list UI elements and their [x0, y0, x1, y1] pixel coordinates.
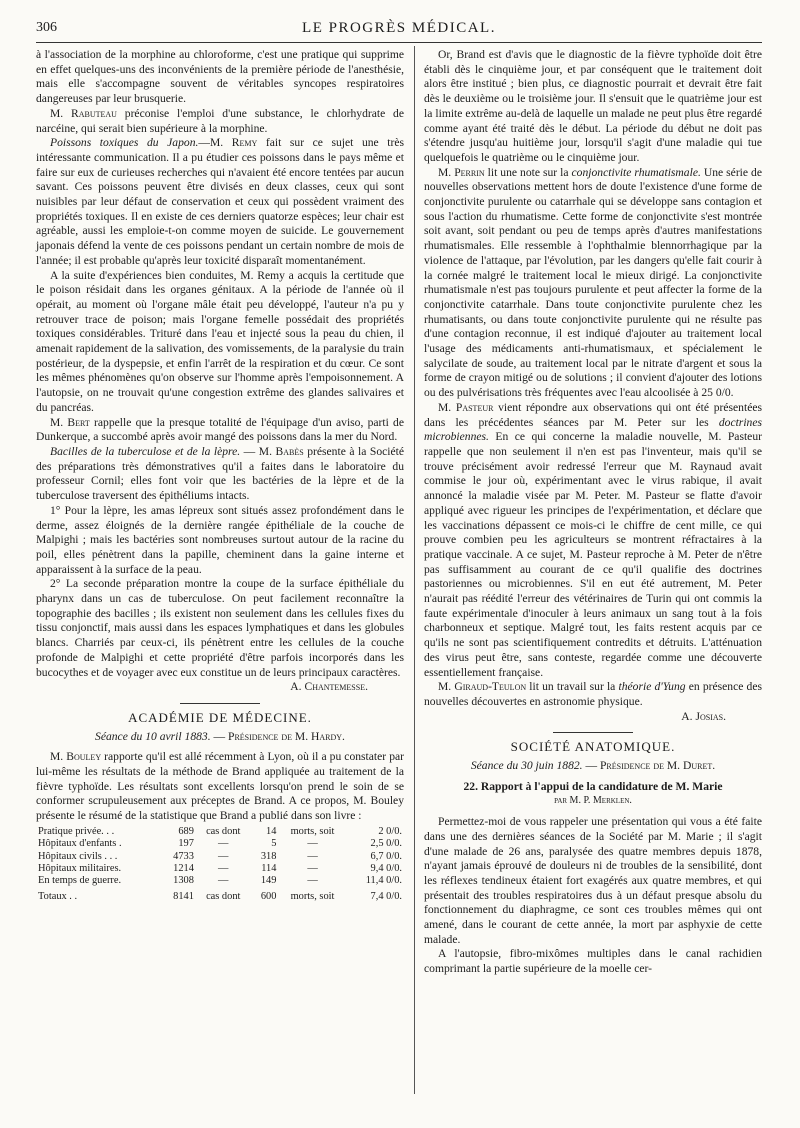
- speaker-name: M. Bouley: [50, 750, 102, 764]
- speaker-name: —M. Remy: [198, 136, 258, 150]
- cell-word2: —: [307, 850, 318, 862]
- right-column: [424, 48, 762, 977]
- paragraph: Or, Brand est d'avis que le diagnostic de la fièvre typhoïde doit être établi dès le cinquième jour, et par conséquent que le traitement doit alors être institué ; bien plus, ce diagnostic pourrait et devrait être fait dès le deuxième ou le troisième jour. Il s'ensuit que le quatrième jour est la limite extrême au-delà de laquelle un malade ne peut plus être regardé comme ayant été traité dès le début. La période du début ne doit pas s'étendre jusqu'au huitième jour, lorsqu'il s'agit d'une maladie qui tue quelquefois le quatrième ou le cinquième jour.: [424, 48, 762, 164]
- paragraph: [424, 166, 762, 401]
- paragraph: 2° La seconde préparation montre la coupe de la surface épithéliale du pharynx dans un cas de tuberculose. On peut facilement reconnaître la topographie des bacilles ; ils existent non seulement dans les cellules fixes du tissu conjonctif, mais aussi dans les espaces lymphatiques et dans les globules blancs. Charriés par ceux-ci, ils pénètrent entre les cellules de la couche profonde de Malpighi et cette propriété d'être parfois incorporés dans les bucocythes et de voyager avec eux constitue un de leurs principaux caractères.: [36, 577, 404, 679]
- cell-word2: —: [307, 863, 318, 875]
- section-heading: ACADÉMIE DE MÉDECINE.: [128, 709, 312, 725]
- paragraph-text: fait sur ce sujet une très intéressante communication. Il a pu étudier ces poissons dans le pays même et faire sur eux de curieuses recherches qui n'avaient été encore tentées par aucun savant. Ces poissons peuvent être divisés en deux classes, ceux qui sont nuisibles par leur défaut de conservation et ceux qui possèdent vraiment des propriétés toxiques. Il en existe de ces derniers quatorze espèces; leur chair est agréable, aussi les emploie-t-on comme moyen de suicide. Le gouvernement japonais défend la vente de ces poissons pendant un certain nombre de mois de l'année; il est probable qu'après leur toxicité disparaît momentanément.: [36, 136, 404, 267]
- cell-word2: —: [307, 838, 318, 850]
- cell-morts: 5: [271, 838, 277, 850]
- left-column: [36, 48, 404, 903]
- cell-cas: 1214: [173, 863, 194, 875]
- table-row: [36, 863, 404, 875]
- paragraph-text: Une série de nouvelles observations mettent hors de doute l'existence d'une forme de conjonctivite purulente ou catarrhale qui se développe sans contagion et sous l'action du rhumatisme. Cette forme de conjonctivite s'est montrée soit avant, soit pendant ou peu de temps après d'autres manifestations rhumatismales. Elle ressemble à l'ophthalmie blennorrhagique par la violence de l'attaque, par l'évolution, par les dangers qu'elle fait courir à la cornée malgré le traitement local le mieux dirigé. La conjonctivite rhumatismale n'est pas toujours purulente et peut affecter la forme de la conjonctivite catarrhale. Dans toute conjonctivite purulente chez les rhumatisants, ou dans toute conjonctivite purulente qui ne résulte pas d'une contagion reconnue, il est indiqué d'ajouter au traitement local l'usage des médicaments anti-rhumatismaux, et spécialement le salycilate de soude, au traitement local par le nitrate d'argent et sous la forme de crayon mitigé ou de solutions ; il convient d'ajouter des lotions ou des pulvérisations très fréquentes avec l'eau alcoolisée à 25 0/0.: [424, 165, 762, 400]
- cell-word1: —: [218, 838, 229, 850]
- table-row: [36, 851, 404, 863]
- paragraph: [36, 445, 404, 504]
- cell-word2: —: [307, 875, 318, 887]
- table-row: [36, 826, 404, 838]
- paragraph-text: rappelle que la presque totalité de l'équipage d'un aviso, parti de Dunkerque, a succombé après avoir mangé des poissons dans la mer du Nord.: [36, 415, 405, 444]
- article-title: 22. Rapport à l'appui de la candidature de M. Marie: [463, 779, 723, 793]
- page-number: 306: [36, 20, 57, 35]
- cell-word1: cas dont: [206, 825, 241, 837]
- cell-word2: morts, soit: [290, 890, 335, 902]
- paragraph-text: En ce qui concerne la maladie nouvelle, M. Pasteur rappelle que non seulement il n'en est pas l'inventeur, mais qu'il se trouve précisément avoir redressé l'erreur que M. Raynaud avait commise le jour où, expérimentant avec le virus rabique, il avait annoncé la maladie visée par M. Peter. M. Pasteur se flatte d'avoir appliqué avec rigueur les principes de l'expérimentation, et déclare que les vaccinations dépassent ce mois-ci le chiffre de cent mille, ce qui prouve combien peu les agriculteurs se montrent réfractaires à la pratique vaccinale. A ce sujet, M. Pasteur reproche à M. Peter de n'être pas suffisamment au courant de ce qu'il qualifie des doctrines pastoriennes ou microbiennes. S'il en eut été autrement, M. Peter n'aurait pas réédité l'erreur des vétérinaires de Turin qui ont commis la faute expérimentale d'inoculer à leurs animaux un sang tout à la fois charbonneux et septique. Malgré tout, les faits restent acquis par ce qu'ils ne sont pas scientifiquement contredits et détruits. L'atténuation des virus peut être, sans conteste, regardée comme une découverte essentiellement française.: [424, 430, 762, 679]
- cell-label: Hôpitaux civils . . .: [38, 850, 118, 862]
- column-divider: [414, 46, 415, 1094]
- paragraph: [36, 750, 404, 824]
- table-row: [36, 838, 404, 850]
- cell-pct: 9,4 0/0.: [370, 863, 402, 875]
- paragraph-text: vient répondre aux observations qui ont été présentées dans les précédentes séances par M. Peter sur les: [424, 400, 762, 429]
- presidence: — Présidence de M. Hardy.: [210, 729, 345, 743]
- cell-word1: —: [218, 875, 229, 887]
- section-rule: [180, 703, 260, 704]
- signature: A. Chantemesse.: [290, 680, 368, 694]
- table-row: [36, 875, 404, 887]
- presidence: — Présidence de M. Duret.: [582, 759, 716, 773]
- section-rule: [553, 732, 633, 733]
- cell-word1: —: [218, 863, 229, 875]
- speaker-name: M. Bert: [50, 415, 90, 429]
- section-heading: SOCIÉTÉ ANATOMIQUE.: [510, 739, 676, 755]
- paragraph: Permettez-moi de vous rappeler une présentation qui vous a été faite dans une des dernières séances de la Société par M. Marie ; il s'agit d'une malade de 26 ans, paralysée des quatre membres depuis 1878, n'ayant jamais éprouvé de douleurs ni de troubles de la sensibilité, dont les réflexes tendineux étaient fort exagérés aux quatre membres, et qui présentait des troubles respiratoires dus à un défaut presque absolu du fonctionnement du diaphragme, ce sont ces troubles mêmes qui ont amené, dans le courant de cette année, la mort par asphyxie de cette malade.: [424, 815, 762, 946]
- paragraph-text: présente à la Société des préparations très démonstratives qu'il a faites dans le laboratoire du professeur Cornil; elles font voir que les bactéries de la lèpre et de la tuberculose traversent des épithéliums intacts.: [36, 444, 405, 503]
- paragraph: [36, 107, 404, 136]
- cell-cas: 4733: [173, 850, 194, 862]
- cell-pct: 2,5 0/0.: [370, 838, 402, 850]
- statistics-table: [36, 826, 404, 903]
- topic-title: doctrines microbiennes.: [424, 415, 762, 444]
- paragraph-text: préconise l'emploi d'une substance, le chlorhydrate de narcéine, qui serait bien supérieure à la morphine.: [36, 106, 404, 135]
- table-total-row: [36, 888, 404, 903]
- article-author: par M. P. Merklen.: [554, 795, 632, 807]
- topic-title: Bacilles de la tuberculose et de la lèpre.: [50, 444, 241, 458]
- cell-label: Pratique privée. . .: [38, 825, 115, 837]
- paragraph: 1° Pour la lèpre, les amas lépreux sont situés assez profondément dans le derme, assez éloignés de la dernière rangée épithéliale de la couche de Malpighi ; mais les bactéries sont nombreuses surtout autour de la racine du poil, elles pénètrent dans la papille, cheminent dans la gaine interne et apparaissent à la surface de la peau.: [36, 503, 404, 576]
- cell-cas: 8141: [173, 890, 194, 902]
- cell-word2: morts, soit: [290, 825, 335, 837]
- cell-label: Hôpitaux militaires.: [38, 863, 122, 875]
- topic-title: conjonctivite rhumatismale.: [571, 165, 701, 179]
- speaker-name: M. Rabuteau: [50, 106, 117, 120]
- cell-label: Totaux . .: [38, 890, 78, 902]
- paragraph: [424, 401, 762, 680]
- paragraph: [36, 136, 404, 268]
- cell-word1: cas dont: [206, 890, 241, 902]
- cell-label: En temps de guerre.: [38, 875, 122, 887]
- cell-cas: 1308: [173, 875, 194, 887]
- cell-label: Hôpitaux d'enfants .: [38, 838, 122, 850]
- header-rule: [36, 42, 762, 43]
- cell-pct: 6,7 0/0.: [370, 850, 402, 862]
- paragraph: A la suite d'expériences bien conduites, M. Remy a acquis la certitude que le poison résidait dans les organes génitaux. A la période de l'année où il opérait, au moment où l'organe mâle était peu développé, l'auteur n'a pu y retrouver trace de poison; mais l'organe femelle possédait des propriétés toxiques considérables. Trituré dans l'eau et injecté sous la peau du chien, il amenait rapidement de la salivation, des vomissements, de la paralysie du train postérieur, de la dyspepsie, et enfin l'arrêt de la respiration et du cœur. Ce sont les mêmes phénomènes qu'on observe sur l'homme après l'empoisonnement. A l'autopsie, on ne trouvait qu'une congestion extrême des glandes salivaires et du pancréas.: [36, 268, 404, 414]
- seance-line: [36, 730, 404, 745]
- cell-pct: 7,4 0/0.: [370, 890, 402, 902]
- page-header: [36, 20, 762, 42]
- speaker-name: M. Perrin: [438, 165, 485, 179]
- topic-title: Poissons toxiques du Japon.: [50, 136, 199, 150]
- speaker-name: M. Pasteur: [438, 400, 494, 414]
- cell-morts: 600: [260, 890, 277, 902]
- cell-cas: 689: [178, 825, 194, 837]
- cell-word1: —: [218, 850, 229, 862]
- paragraph-text: lit une note sur la: [484, 165, 572, 179]
- speaker-name: — M. Babès: [240, 444, 304, 458]
- paragraph-text: en présence des nouvelles découvertes en astronomie physique.: [424, 680, 762, 708]
- speaker-name: M. Giraud-Teulon: [438, 680, 527, 694]
- signature: A. Josias.: [681, 709, 726, 723]
- seance-date: Séance du 30 juin 1882.: [470, 759, 583, 773]
- cell-cas: 197: [178, 838, 194, 850]
- paragraph: [36, 416, 404, 445]
- paragraph: à l'association de la morphine au chloroforme, c'est une pratique qui supprime en effet quelques-uns des inconvénients de la première période de l'anesthésie, mais elle s'accompagne souvent de véritables syncopes respiratoires dangereuses par leur brusquerie.: [36, 48, 404, 106]
- paragraph-text: rapporte qu'il est allé récemment à Lyon, où il a pu constater par lui-même les résultats de la méthode de Brand appliquée au traitement de la fièvre typhoïde. Les résultats sont excellents lorsqu'on prend le soin de se conformer scrupuleusement aux préceptes de Brand. A ce propos, M. Bouley présente le résumé de la statistique que Brand a publié dans son livre :: [36, 750, 404, 823]
- seance-date: Séance du 10 avril 1883.: [95, 729, 211, 743]
- cell-morts: 149: [260, 875, 277, 887]
- cell-morts: 318: [260, 850, 277, 862]
- journal-title: LE PROGRÈS MÉDICAL.: [302, 20, 496, 36]
- cell-morts: 14: [266, 825, 277, 837]
- cell-pct: 2 0/0.: [378, 825, 402, 837]
- cell-pct: 11,4 0/0.: [365, 875, 402, 887]
- seance-line: [424, 759, 762, 774]
- paragraph-text: lit un travail sur la: [526, 680, 619, 694]
- topic-title: théorie d'Yung: [618, 680, 686, 694]
- cell-morts: 114: [261, 863, 277, 875]
- paragraph: [424, 680, 762, 709]
- paragraph: A l'autopsie, fibro-mixômes multiples dans le canal rachidien comprimant la partie supérieure de la moelle cer-: [424, 947, 762, 976]
